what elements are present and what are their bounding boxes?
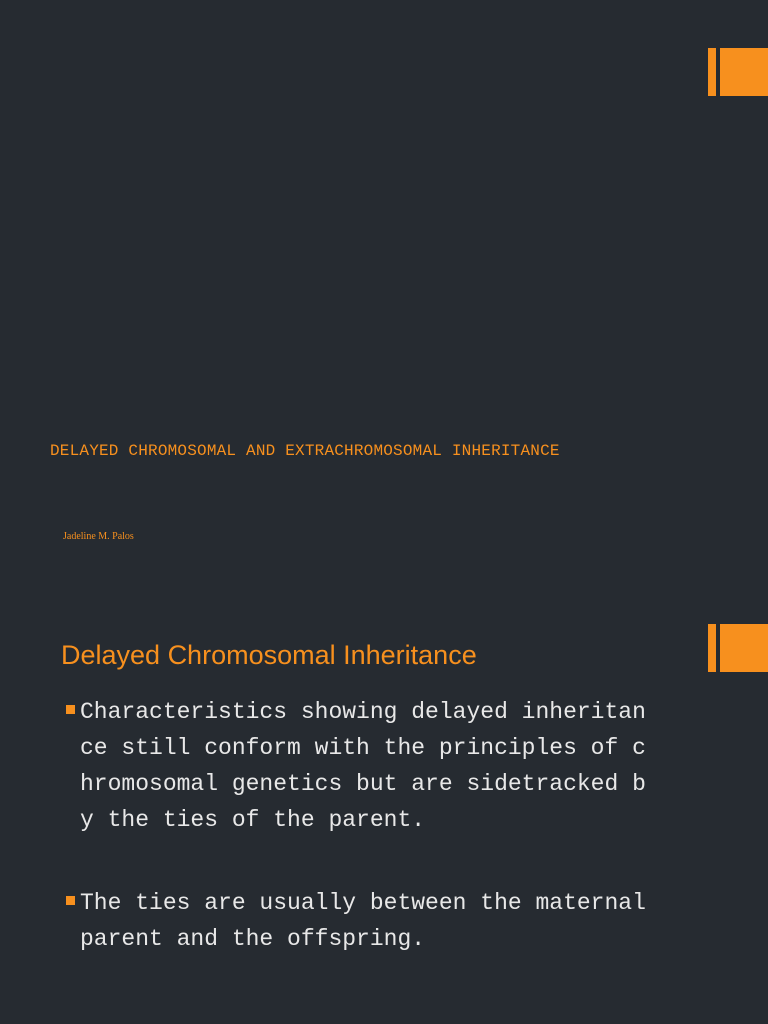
content-slide [0, 576, 768, 1024]
bullet-item [66, 694, 706, 838]
accent-thick-bar [720, 624, 768, 672]
bullet-line: y the ties of the parent. [80, 807, 426, 833]
bullet-line: ce still conform with the principles of c [80, 735, 646, 761]
accent-bars [708, 48, 768, 96]
bullet-item [66, 885, 706, 957]
accent-thin-bar [708, 624, 716, 672]
square-bullet-icon [66, 705, 75, 714]
accent-thin-bar [708, 48, 716, 96]
slide-heading: Delayed Chromosomal Inheritance [61, 640, 477, 670]
author-name: Jadeline M. Palos [63, 531, 134, 542]
accent-bars [708, 624, 768, 672]
bullet-line: hromosomal genetics but are sidetracked b [80, 771, 646, 797]
bullet-line: The ties are usually between the maternal [80, 890, 646, 916]
bullet-line: Characteristics showing delayed inheritan [80, 699, 646, 725]
square-bullet-icon [66, 896, 75, 905]
bullet-line: parent and the offspring. [80, 926, 426, 952]
accent-thick-bar [720, 48, 768, 96]
slide-title: DELAYED CHROMOSOMAL AND EXTRACHROMOSOMAL INHERITANCE [50, 442, 560, 460]
